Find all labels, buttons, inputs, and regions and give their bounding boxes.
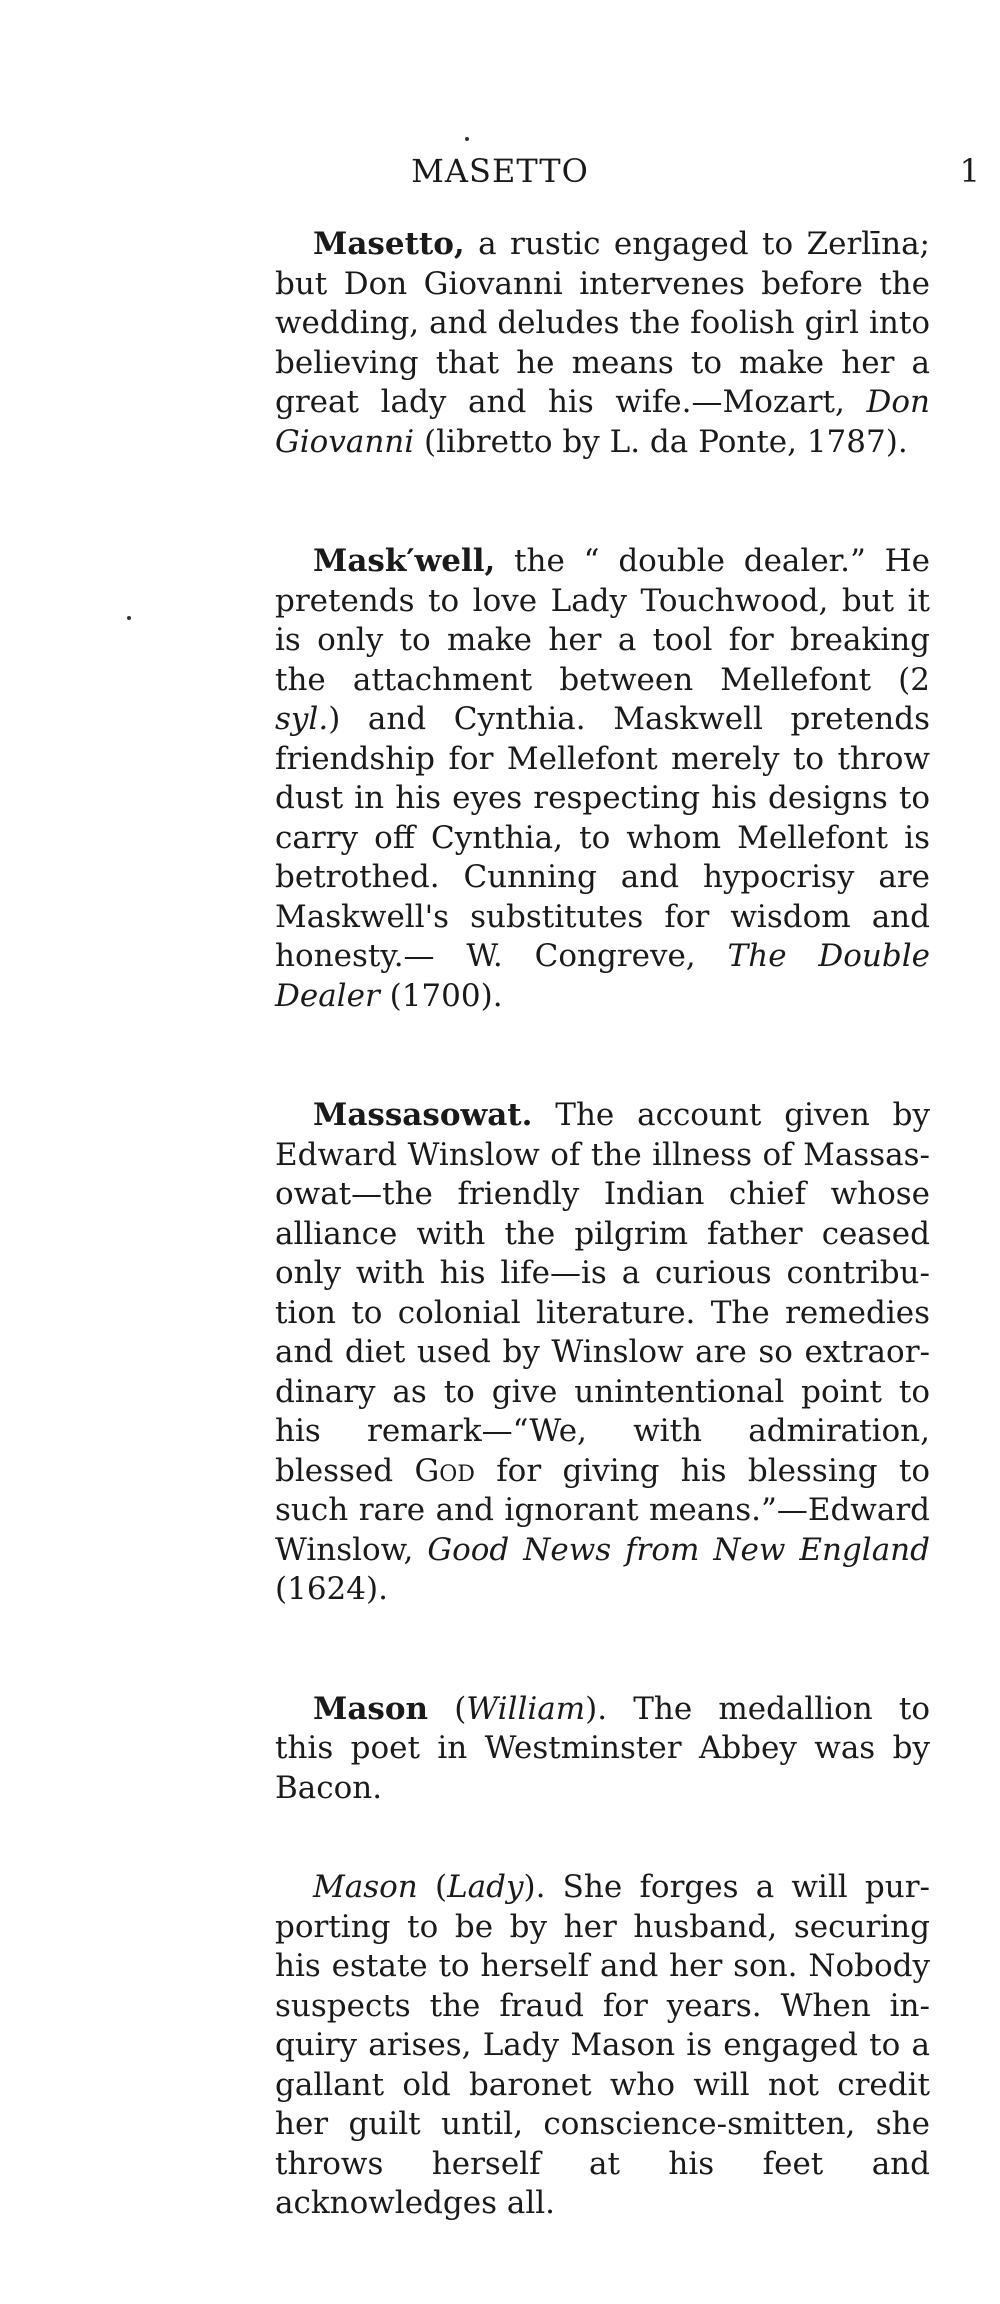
running-head-title: MASETTO: [411, 152, 589, 190]
entry-syl-note: syl.: [275, 701, 329, 737]
entry-body-continued: for giving his blessing to such rare and ignorant means.”—Edward Winslow,: [275, 1452, 930, 1568]
entry-tail: (libretto by L. da Ponte, 1787).: [414, 423, 908, 460]
entry-small-caps-word: God: [414, 1452, 475, 1489]
entry-given-name: William: [466, 1690, 586, 1727]
entry-given-name: Lady: [447, 1869, 524, 1905]
entry-tail: (1700).: [379, 977, 503, 1014]
entry-headword: Massasowat.: [313, 1097, 533, 1133]
entry-work-title: Don Giovanni: [275, 384, 930, 460]
print-speck: [465, 137, 469, 141]
entry-paren-open: (: [428, 1690, 467, 1727]
entry-body: the “ double dealer.” He pretends to love Lady Touchwood, but it is only to make her a tool for breaking the attachment between Mellefont (2: [275, 543, 930, 698]
entry-headword: Mask′well,: [313, 543, 496, 579]
entry-tail: (1624).: [275, 1571, 388, 1607]
entry-work-title: Good News from New England: [427, 1531, 930, 1568]
entry-masetto: [275, 225, 930, 462]
entry-body: ). The medallion to this poet in Westminster Abbey was by Bacon.: [275, 1690, 931, 1806]
entry-body-continued: ) and Cynthia. Maskwell pretends friendship for Mellefont merely to throw dust in his eyes respecting his designs to carry off Cynthia, to whom Mellefont is betrothed. Cunning and hypocrisy are Maskwell's substitutes for wisdom and honesty.— W. Congreve,: [275, 701, 930, 974]
entry-mason-william: [275, 1690, 930, 1809]
entry-headword: Masetto,: [313, 226, 465, 262]
entry-paren-open: (: [417, 1869, 448, 1905]
entry-body: a rustic engaged to Zerlīna; but Don Giovanni intervenes before the wedding, and deludes the foolish girl into believing that he means to make her a great lady and his wife.—Mozart,: [275, 226, 930, 420]
entry-headword: Mason: [313, 1690, 429, 1727]
entry-maskwell: [275, 542, 930, 1016]
entry-body: ). She forges a will pur-porting to be by her husband, securing his estate to herself and her son. Nobody suspects the fraud for years. When in-quiry arises, Lady Mason is engaged to a gallant old baronet who will not credit her guilt until, conscience-smitten, she throws herself at his feet and acknowledges all.: [275, 1869, 930, 2221]
page-number: 1: [959, 152, 980, 190]
entry-body: The account given by Edward Winslow of the illness of Massas-owat—the friendly Indian chief whose alliance with the pilgrim father ceased only with his life—is a curious contribu-tion to colonial literature. The remedies and diet used by Winslow are so extraor-dinary as to give unintentional point to his remark—“We, with admiration, blessed: [275, 1097, 930, 1489]
print-speck: [127, 616, 131, 620]
entries-column: [275, 225, 930, 2304]
running-head: [0, 152, 1000, 192]
entry-headword: Mason: [313, 1869, 418, 1905]
entry-work-title: The Double Dealer: [275, 938, 930, 1014]
entry-mason-lady: [275, 1868, 930, 2224]
entry-massasowat: [275, 1096, 930, 1610]
